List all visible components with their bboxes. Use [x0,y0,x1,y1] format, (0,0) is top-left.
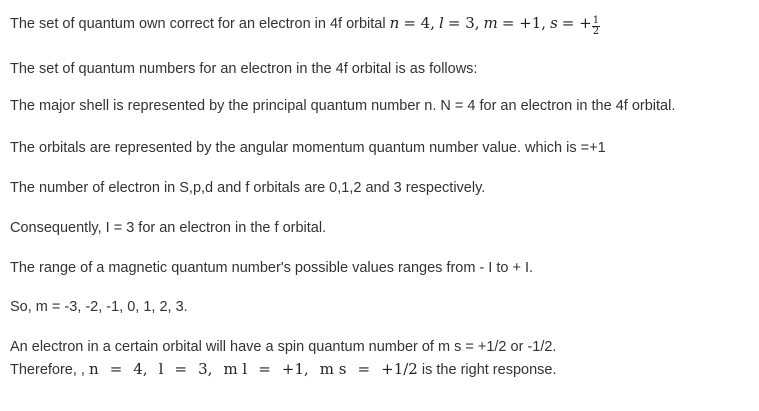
concl-l: l [158,360,164,378]
math-eq2: = 3, [447,14,480,32]
intro-text: The set of quantum own correct for an electron in 4f orbital [10,16,386,32]
concl-ml: m l [223,360,248,378]
conclusion-line [10,360,557,379]
conclusion-suffix: is the right response. [421,362,557,378]
concl-v4: +1/2 [381,360,418,378]
concl-eq4: = [357,360,371,378]
concl-eq2: = [174,360,188,378]
fraction-one-half: $\frac{1}{2}$ [592,15,600,37]
math-m: m [483,14,498,32]
paragraph-8: An electron in a certain orbital will have a spin quantum number of m s = +1/2 or -1/2. [10,339,557,355]
math-eq1: = 4, [403,14,435,32]
paragraph-7: So, m = -3, -2, -1, 0, 1, 2, 3. [10,299,188,315]
math-eq4: = + [561,14,592,32]
concl-v1: 4, [133,360,148,378]
concl-eq3: = [258,360,271,378]
paragraph-5: Consequently, I = 3 for an electron in the f orbital. [10,220,327,236]
intro-line [10,14,600,37]
math-eq3: = +1, [501,14,547,32]
math-n: n [389,14,400,32]
concl-eq1: = [109,360,123,378]
conclusion-prefix: Therefore, , [10,362,85,378]
math-s: s [550,14,558,32]
paragraph-6: The range of a magnetic quantum number's possible values ranges from - I to + I. [10,260,534,276]
math-l: l [439,14,444,32]
paragraph-1: The set of quantum numbers for an electron in the 4f orbital is as follows: [10,61,478,77]
concl-v3: +1, [281,360,309,378]
paragraph-4: The number of electron in S,p,d and f orbitals are 0,1,2 and 3 respectively. [10,180,486,196]
paragraph-3: The orbitals are represented by the angular momentum quantum number value. which is =+1 [10,140,606,156]
concl-ms: m s [319,360,347,378]
concl-v2: 3, [198,360,213,378]
concl-n: n [88,360,99,378]
paragraph-2: The major shell is represented by the principal quantum number n. N = 4 for an electron in the 4f orbital. [10,98,676,114]
